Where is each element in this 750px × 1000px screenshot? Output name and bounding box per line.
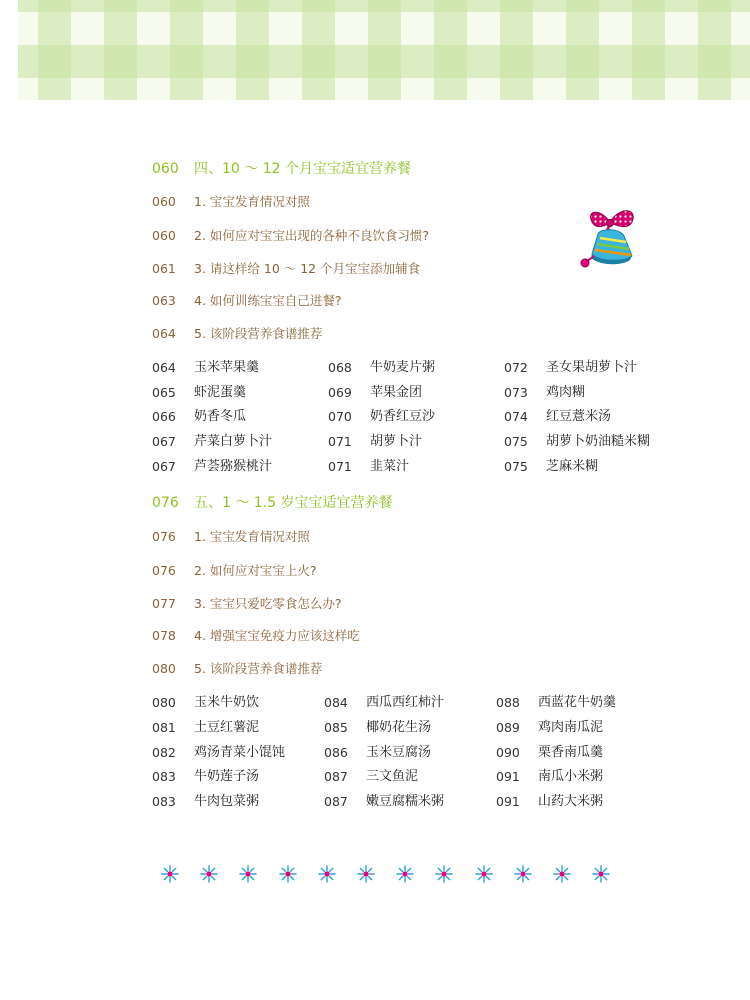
page-number: 060 — [152, 228, 176, 243]
recipe-page: 071 — [328, 459, 352, 474]
recipe-row — [0, 382, 750, 404]
star-flower-icon — [356, 864, 376, 884]
recipe-row — [0, 456, 750, 478]
recipe-name[interactable]: 玉米豆腐汤 — [366, 745, 432, 760]
bell-icon — [578, 204, 642, 274]
recipe-name[interactable]: 芹菜白萝卜汁 — [194, 434, 273, 449]
recipe-name[interactable]: 韭菜汁 — [370, 459, 410, 474]
star-flower-icon — [395, 864, 415, 884]
footer-star-row — [0, 864, 750, 888]
star-flower-icon — [591, 864, 611, 884]
recipe-name[interactable]: 椰奶花生汤 — [366, 720, 432, 735]
section-title: 四、10 ～ 12 个月宝宝适宜营养餐 — [194, 161, 411, 177]
recipe-page: 091 — [496, 794, 520, 809]
recipe-row — [0, 742, 750, 764]
recipe-name[interactable]: 圣女果胡萝卜汁 — [546, 360, 638, 375]
recipe-page: 073 — [504, 385, 528, 400]
page-number: 078 — [152, 628, 176, 643]
recipe-page: 090 — [496, 745, 520, 760]
recipe-name[interactable]: 芦荟猕猴桃汁 — [194, 459, 273, 474]
section-heading[interactable] — [0, 492, 750, 514]
recipe-name[interactable]: 栗香南瓜羹 — [538, 745, 604, 760]
section-title: 五、1 ～ 1.5 岁宝宝适宜营养餐 — [194, 495, 393, 511]
recipe-name[interactable]: 玉米牛奶饮 — [194, 695, 260, 710]
recipe-page: 070 — [328, 409, 352, 424]
recipe-page: 088 — [496, 695, 520, 710]
recipe-page: 064 — [152, 360, 176, 375]
gingham-banner — [18, 0, 750, 100]
recipe-row — [0, 717, 750, 739]
star-flower-icon — [474, 864, 494, 884]
page-number: 063 — [152, 293, 176, 308]
page-number: 076 — [152, 563, 176, 578]
recipe-name[interactable]: 苹果金团 — [370, 385, 423, 400]
page-number: 060 — [152, 194, 176, 209]
recipe-name[interactable]: 嫩豆腐糯米粥 — [366, 794, 445, 809]
recipe-name[interactable]: 土豆红薯泥 — [194, 720, 260, 735]
recipe-name[interactable]: 奶香红豆沙 — [370, 409, 436, 424]
recipe-page: 066 — [152, 409, 176, 424]
recipe-page: 091 — [496, 769, 520, 784]
page-number: 080 — [152, 661, 176, 676]
entry-title: 4. 如何训练宝宝自己进餐? — [194, 293, 342, 308]
star-flower-icon — [199, 864, 219, 884]
page-number: 076 — [152, 529, 176, 544]
recipe-page: 080 — [152, 695, 176, 710]
toc-entry[interactable] — [0, 323, 750, 345]
page-number: 076 — [152, 495, 179, 511]
recipe-row — [0, 431, 750, 453]
toc-entry[interactable] — [0, 625, 750, 647]
page-number: 077 — [152, 596, 176, 611]
entry-title: 5. 该阶段营养食谱推荐 — [194, 326, 323, 341]
recipe-name[interactable]: 牛奶麦片粥 — [370, 360, 436, 375]
recipe-page: 089 — [496, 720, 520, 735]
page-number: 061 — [152, 261, 176, 276]
recipe-page: 087 — [324, 794, 348, 809]
toc-entry[interactable] — [0, 658, 750, 680]
recipe-page: 085 — [324, 720, 348, 735]
toc-entry[interactable] — [0, 290, 750, 312]
recipe-name[interactable]: 玉米苹果羹 — [194, 360, 260, 375]
entry-title: 5. 该阶段营养食谱推荐 — [194, 661, 323, 676]
recipe-name[interactable]: 牛奶莲子汤 — [194, 769, 260, 784]
recipe-name[interactable]: 虾泥蛋羹 — [194, 385, 247, 400]
recipe-row — [0, 692, 750, 714]
recipe-page: 071 — [328, 434, 352, 449]
star-flower-icon — [278, 864, 298, 884]
toc-entry[interactable] — [0, 560, 750, 582]
entry-title: 3. 请这样给 10 ～ 12 个月宝宝添加辅食 — [194, 261, 421, 276]
star-flower-icon — [160, 864, 180, 884]
star-flower-icon — [434, 864, 454, 884]
recipe-page: 075 — [504, 434, 528, 449]
recipe-page: 083 — [152, 794, 176, 809]
toc-entry[interactable] — [0, 526, 750, 548]
recipe-page: 067 — [152, 434, 176, 449]
recipe-page: 074 — [504, 409, 528, 424]
recipe-page: 081 — [152, 720, 176, 735]
recipe-page: 067 — [152, 459, 176, 474]
section-heading[interactable] — [0, 158, 750, 180]
star-flower-icon — [513, 864, 533, 884]
recipe-row — [0, 791, 750, 813]
recipe-page: 083 — [152, 769, 176, 784]
entry-title: 2. 如何应对宝宝出现的各种不良饮食习惯? — [194, 228, 430, 243]
recipe-page: 087 — [324, 769, 348, 784]
recipe-page: 068 — [328, 360, 352, 375]
recipe-name[interactable]: 奶香冬瓜 — [194, 409, 247, 424]
page-number: 064 — [152, 326, 176, 341]
recipe-name[interactable]: 胡萝卜汁 — [370, 434, 423, 449]
recipe-name[interactable]: 牛肉包菜粥 — [194, 794, 260, 809]
entry-title: 1. 宝宝发育情况对照 — [194, 194, 310, 209]
star-flower-icon — [238, 864, 258, 884]
entry-title: 3. 宝宝只爱吃零食怎么办? — [194, 596, 342, 611]
recipe-name[interactable]: 南瓜小米粥 — [538, 769, 604, 784]
recipe-page: 065 — [152, 385, 176, 400]
recipe-row — [0, 406, 750, 428]
recipe-page: 075 — [504, 459, 528, 474]
recipe-name[interactable]: 芝麻米糊 — [546, 459, 599, 474]
recipe-page: 069 — [328, 385, 352, 400]
recipe-name[interactable]: 三文鱼泥 — [366, 769, 419, 784]
recipe-row — [0, 766, 750, 788]
recipe-name[interactable]: 红豆薏米汤 — [546, 409, 612, 424]
recipe-page: 082 — [152, 745, 176, 760]
recipe-name[interactable]: 西瓜西红柿汁 — [366, 695, 445, 710]
recipe-page: 072 — [504, 360, 528, 375]
recipe-name[interactable]: 鸡肉糊 — [546, 385, 586, 400]
recipe-name[interactable]: 胡萝卜奶油糙米糊 — [546, 434, 651, 449]
recipe-page: 086 — [324, 745, 348, 760]
entry-title: 2. 如何应对宝宝上火? — [194, 563, 317, 578]
entry-title: 1. 宝宝发育情况对照 — [194, 529, 310, 544]
recipe-row — [0, 357, 750, 379]
page-number: 060 — [152, 161, 179, 177]
recipe-name[interactable]: 西蓝花牛奶羹 — [538, 695, 617, 710]
entry-title: 4. 增强宝宝免疫力应该这样吃 — [194, 628, 360, 643]
star-flower-icon — [552, 864, 572, 884]
recipe-page: 084 — [324, 695, 348, 710]
recipe-name[interactable]: 鸡汤青菜小馄饨 — [194, 745, 286, 760]
star-flower-icon — [317, 864, 337, 884]
recipe-name[interactable]: 山药大米粥 — [538, 794, 604, 809]
toc-entry[interactable] — [0, 593, 750, 615]
recipe-name[interactable]: 鸡肉南瓜泥 — [538, 720, 604, 735]
